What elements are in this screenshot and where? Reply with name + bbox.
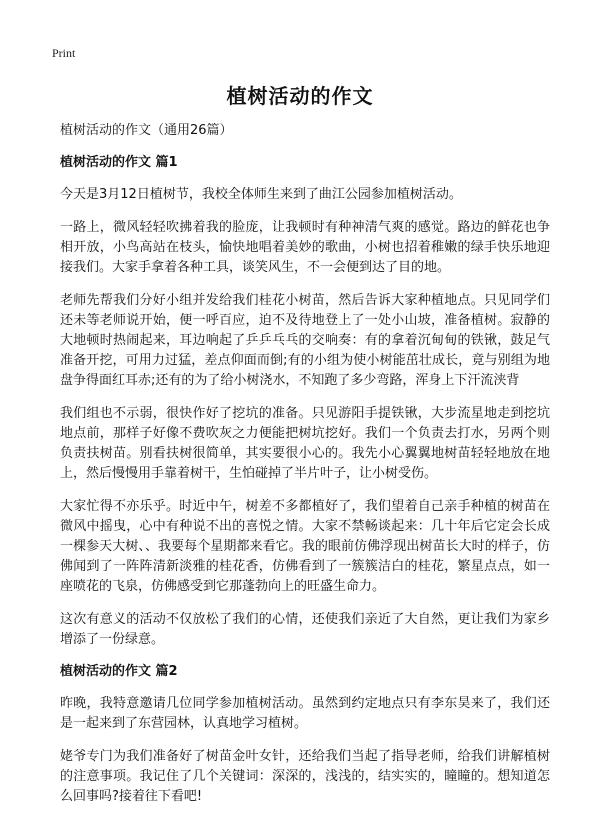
paragraph: 一路上，微风轻轻吹拂着我的脸庞，让我顿时有种神清气爽的感觉。路边的鲜花也争相开放，小鸟高站在枝头，愉快地唱着美妙的歌曲，小树也招着稚嫩的绿手快乐地迎接我们。大家手拿着各种工具，谈笑风生，不一会便到达了目的地。	[60, 220, 550, 275]
section-1	[60, 154, 550, 650]
section-heading: 植树活动的作文 篇1	[60, 155, 178, 170]
article-body	[60, 122, 550, 820]
article-subtitle: 植树活动的作文（通用26篇）	[60, 123, 233, 138]
paragraph: 姥爷专门为我们准备好了树苗金叶女针，还给我们当起了指导老师，给我们讲解植树的注意事项。我记住了几个关键词：深深的，浅浅的，结实实的，瞳瞳的。想知道怎么回事吗?接着往下看吧!	[60, 749, 550, 804]
section-2	[60, 663, 550, 807]
paragraph: 这次有意义的活动不仅放松了我们的心情，还使我们亲近了大自然，更让我们为家乡增添了一份绿意。	[60, 612, 550, 647]
paragraph: 昨晚，我特意邀请几位同学参加植树活动。虽然到约定地点只有李东昊来了，我们还是一起来到了东营园林，认真地学习植树。	[60, 696, 550, 731]
paragraph: 大家忙得不亦乐乎。时近中午，树差不多都植好了，我们望着自己亲手种植的树苗在微风中摇曳，心中有种说不出的喜悦之情。大家不禁畅谈起来：几十年后它定会长成一棵参天大树、、我要每个星期都来看它。我的眼前仿佛浮现出树苗长大时的样子，仿佛闻到了一阵阵清新淡雅的桂花香，仿佛看到了一簇簇洁白的桂花，繁星点点，如一座喷花的飞泉，仿佛感受到它那蓬勃向上的旺盛生命力。	[60, 499, 550, 594]
paragraph: 我们组也不示弱，很快作好了挖坑的准备。只见游阳手提铁锹，大步流星地走到挖坑地点前，那样子好像不费吹灰之力便能把树坑挖好。我们一个负责去打水，另两个则负责扶树苗。别看扶树很简单，其实要很小心的。我先小心翼翼地树苗轻轻地放在地上，然后慢慢用手靠着树干，生怕碰掉了半片叶子，让小树受伤。	[60, 406, 550, 481]
paragraph: 老师先帮我们分好小组并发给我们桂花小树苗，然后告诉大家种植地点。只见同学们还未等老师说开始，便一呼百应，迫不及待地登上了一处小山坡，准备植树。寂静的大地顿时热闹起来，耳边响起了乒乒乓乓的交响奏：有的拿着沉甸甸的铁锹，鼓足气准备开挖，可用力过猛，差点仰面而倒;有的小组为使小树能茁壮成长，竟与别组为地盘争得面红耳赤;还有的为了给小树浇水，不知跑了多少弯路，浑身上下汗流浃背	[60, 293, 550, 388]
print-label[interactable]: Print	[52, 46, 76, 60]
section-heading: 植树活动的作文 篇2	[60, 664, 178, 679]
paragraph: 今天是3月12日植树节，我校全体师生来到了曲江公园参加植树活动。	[60, 187, 462, 202]
page-title: 植树活动的作文	[226, 84, 374, 108]
